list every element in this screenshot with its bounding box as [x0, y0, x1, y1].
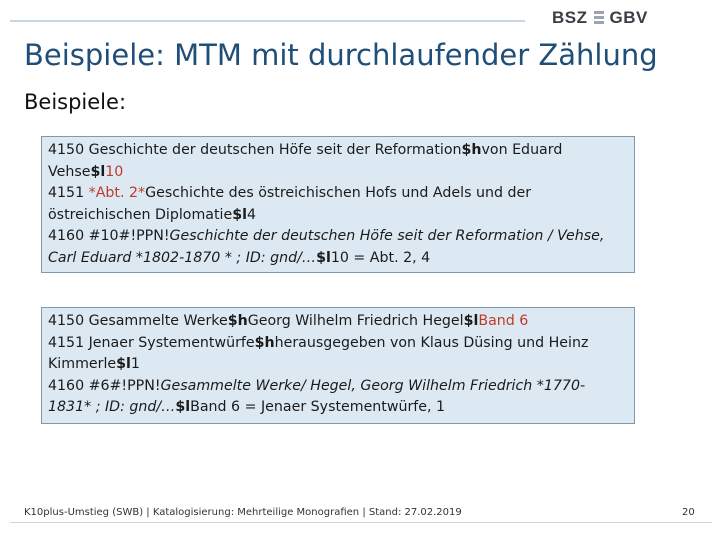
example1-line-5: 4160 #10#!PPN!Geschichte der deutschen Höfe seit der Reformation / Vehse, [48, 228, 605, 244]
example1-line-4: östreichischen Diplomatie$l4 [48, 206, 256, 223]
logo-mark-icon [594, 10, 604, 26]
slide-subtitle: Beispiele: [24, 90, 127, 114]
bsz-gbv-logo [552, 7, 648, 29]
example1-line-1: 4150 Geschichte der deutschen Höfe seit der Reformation$hvon Eduard [48, 142, 563, 158]
page-number: 20 [682, 507, 695, 518]
example1-line-2: Vehse$l10 [48, 163, 124, 180]
header-divider [10, 20, 525, 22]
example1-line-3: 4151 *Abt. 2*Geschichte des östreichischen Hofs und Adels und der [48, 185, 532, 201]
example2-line-5: 1831* ; ID: gnd/…$lBand 6 = Jenaer Systementwürfe, 1 [48, 399, 446, 415]
example-box-2 [41, 307, 635, 424]
logo-gbv: GBV [609, 8, 648, 27]
slide-title: Beispiele: MTM mit durchlaufender Zählung [24, 38, 658, 72]
example-box-1 [41, 136, 635, 273]
example2-line-2: 4151 Jenaer Systementwürfe$hherausgegeben von Klaus Düsing und Heinz [48, 334, 589, 351]
footer-text: K10plus-Umstieg (SWB) | Katalogisierung: Mehrteilige Monografien | Stand: 27.02.2019 [24, 507, 462, 518]
example2-line-1: 4150 Gesammelte Werke$hGeorg Wilhelm Friedrich Hegel$lBand 6 [48, 313, 529, 329]
example1-line-6: Carl Eduard *1802-1870 * ; ID: gnd/…$l10 = Abt. 2, 4 [48, 249, 431, 266]
footer-divider [10, 522, 712, 523]
logo-bsz: BSZ [552, 8, 588, 27]
example2-line-3: Kimmerle$l1 [48, 356, 140, 372]
example2-line-4: 4160 #6#!PPN!Gesammelte Werke/ Hegel, Georg Wilhelm Friedrich *1770- [48, 377, 586, 394]
